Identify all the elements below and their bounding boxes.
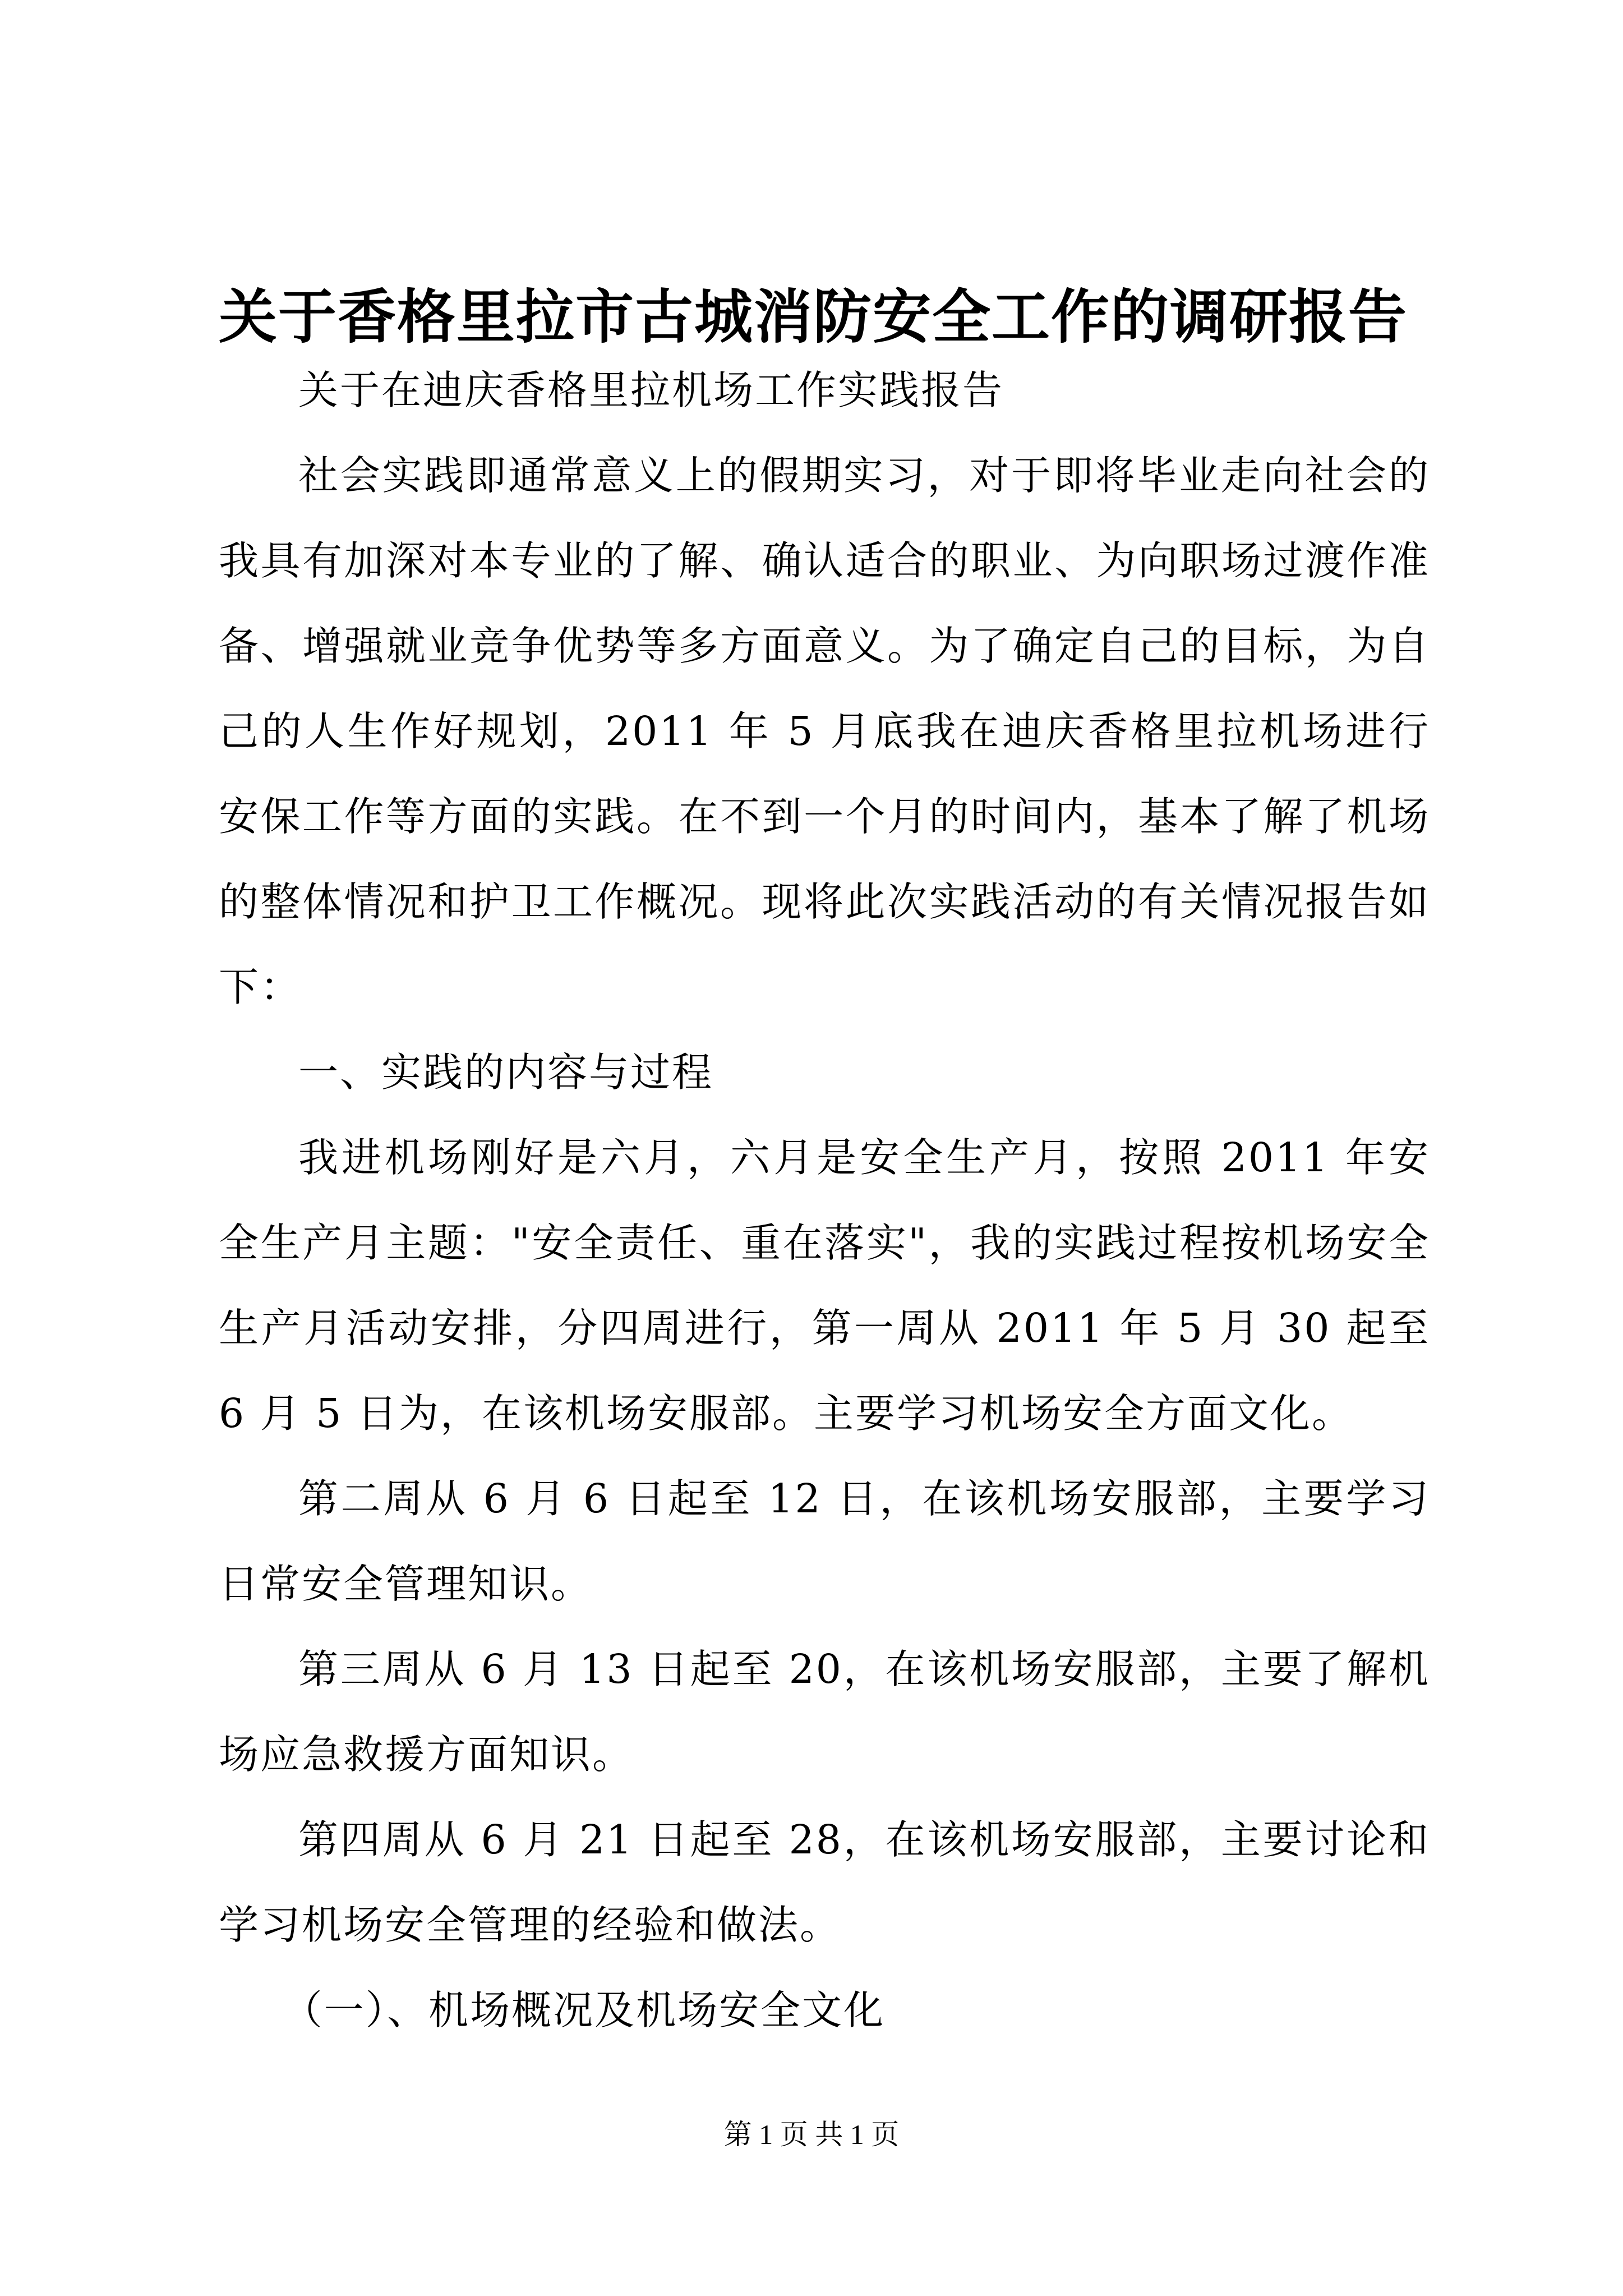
page-number-footer: 第 1 页 共 1 页	[723, 2119, 900, 2150]
body-paragraph: 第三周从 6 月 13 日起至 20，在该机场安服部，主要了解机场应急救援方面知识。	[219, 1646, 1430, 1778]
subsection-heading: （一）、机场概况及机场安全文化	[282, 1987, 886, 2033]
intro-paragraph: 社会实践即通常意义上的假期实习，对于即将毕业走向社会的我具有加深对本专业的了解、确认适合的职业、为向职场过渡作准备、增强就业竞争优势等多方面意义。为了确定自己的目标，为自己的人生作好规划，2011 年 5 月底我在迪庆香格里拉机场进行安保工作等方面的实践。在不到一个月的时间内，基本了解了机场的整体情况和护卫工作概况。现将此次实践活动的有关情况报告如下：	[219, 452, 1430, 1010]
section-heading: 一、实践的内容与过程	[298, 1049, 714, 1096]
document-body	[219, 348, 1430, 2053]
body-paragraph: 第四周从 6 月 21 日起至 28，在该机场安服部，主要讨论和学习机场安全管理的经验和做法。	[219, 1816, 1430, 1948]
body-paragraph: 我进机场刚好是六月，六月是安全生产月，按照 2011 年安全生产月主题："安全责任、重在落实"，我的实践过程按机场安全生产月活动安排，分四周进行，第一周从 2011 年 5 月 30 起至 6 月 5 日为，在该机场安服部。主要学习机场安全方面文化。	[219, 1134, 1430, 1437]
document-title: 关于香格里拉市古城消防安全工作的调研报告	[219, 282, 1408, 351]
subtitle-paragraph: 关于在迪庆香格里拉机场工作实践报告	[298, 367, 1004, 413]
body-paragraph: 第二周从 6 月 6 日起至 12 日，在该机场安服部，主要学习日常安全管理知识。	[219, 1475, 1430, 1607]
